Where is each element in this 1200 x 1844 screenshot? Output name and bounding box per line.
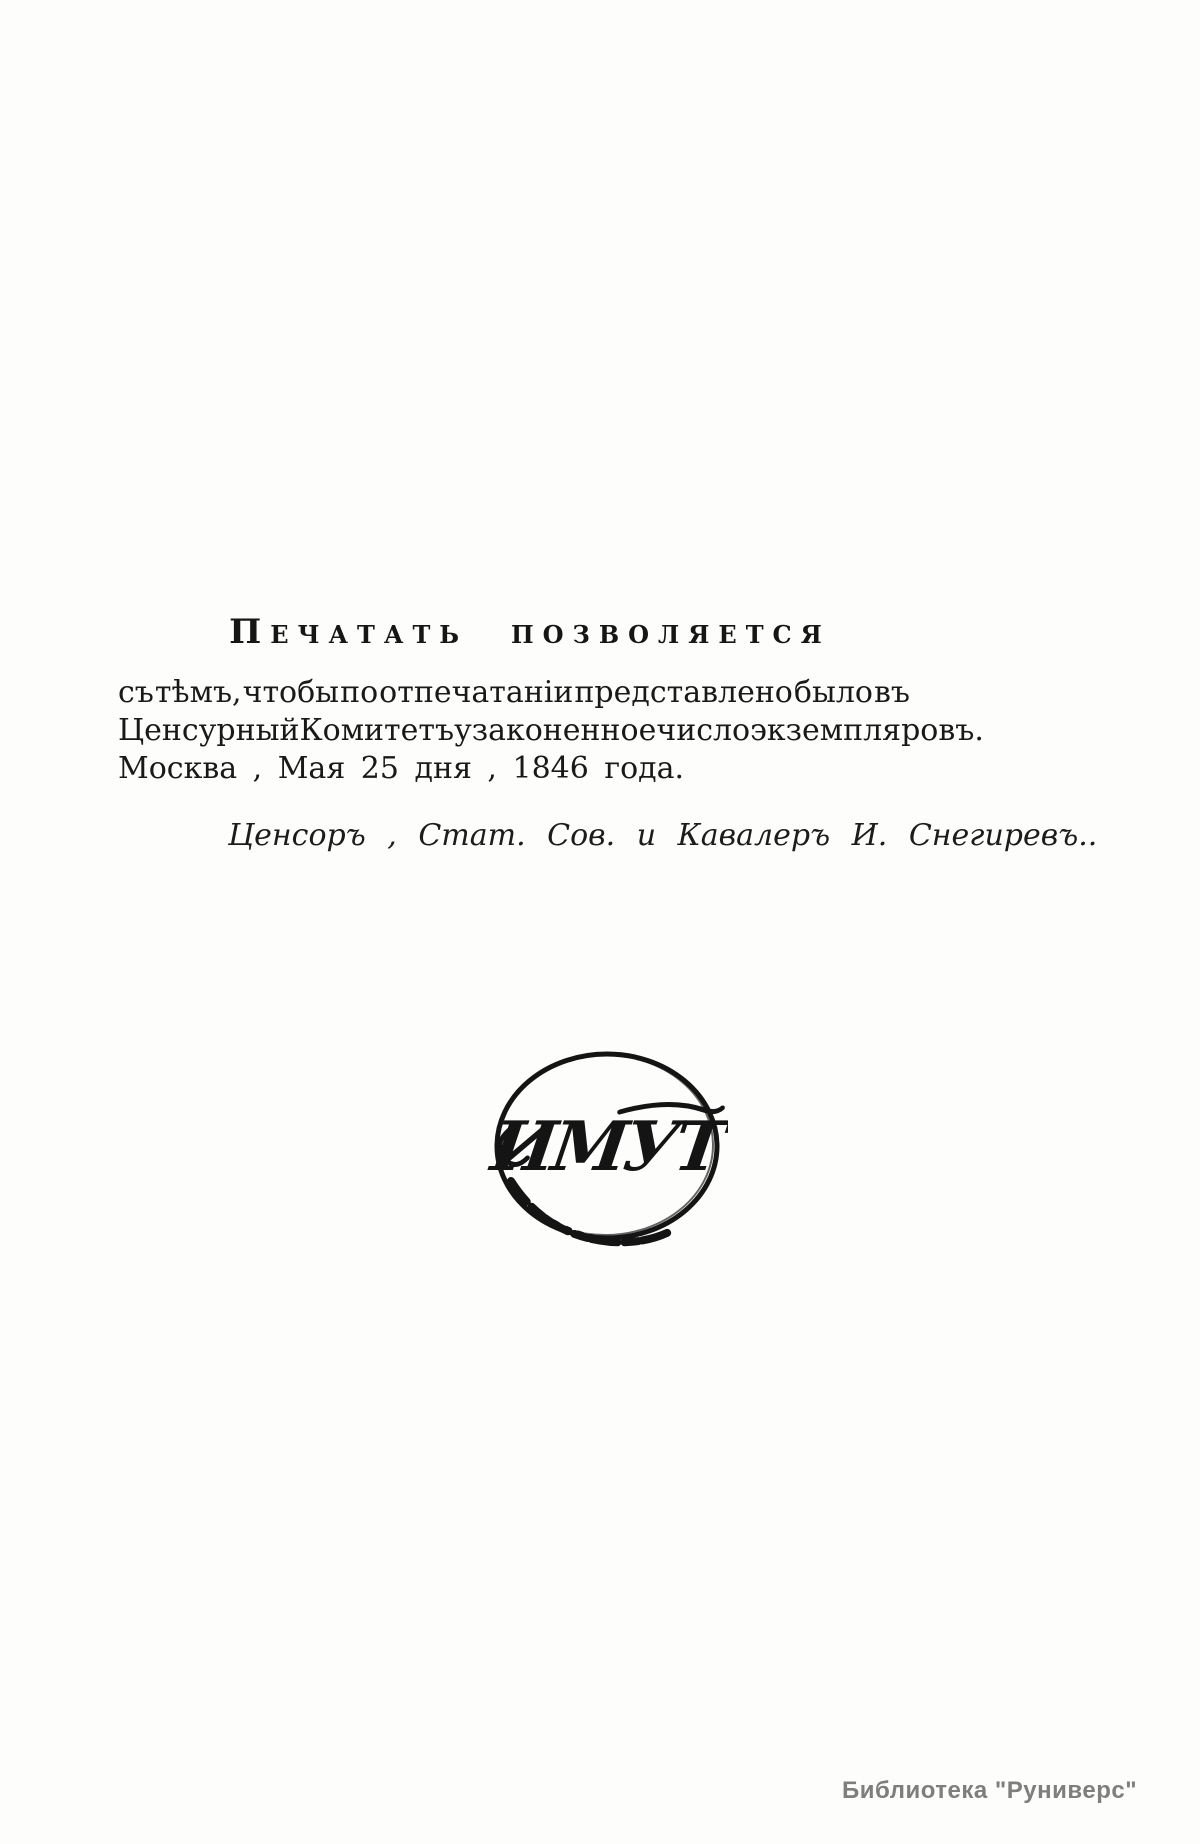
word: было [793,675,873,710]
word: чтобы [242,675,340,710]
word: отпечатаніи [379,675,574,710]
permission-date-line: Москва , Мая 25 дня , 1846 года. [118,751,685,786]
word: экземпляровъ. [750,713,984,748]
censor-signature-line: Ценсоръ , Стат. Сов. и Кавалеръ И. Снегиревъ.. [228,818,1098,853]
word: узаконенное [454,713,657,748]
word: число [656,713,751,748]
word: Ценсурный [118,713,300,748]
word: тѣмъ, [154,675,242,710]
word: представлено [574,675,793,710]
stamp-monogram-text: ИМУТ [486,1107,728,1187]
library-ink-stamp [486,1046,728,1254]
permission-line-2 [118,712,984,750]
permission-line-1 [118,674,910,712]
word: по [340,675,379,710]
word: Комитетъ [299,713,455,748]
runivers-watermark: Библиотека "Руниверс" [842,1777,1138,1804]
word: съ [118,675,154,710]
oval-stamp-icon [486,1046,728,1254]
permission-heading: Печатать позволяется [229,612,831,652]
permission-paragraph [118,674,984,788]
word: въ [874,675,910,710]
